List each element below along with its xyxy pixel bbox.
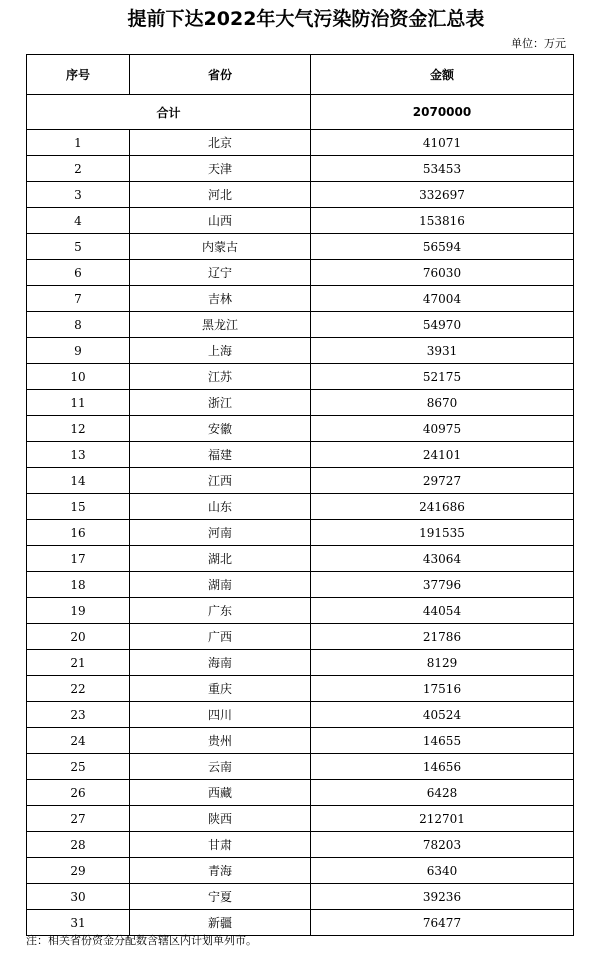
cell-index: 1	[27, 130, 130, 156]
table-row	[27, 312, 574, 338]
cell-province: 安徽	[130, 416, 311, 442]
cell-province: 吉林	[130, 286, 311, 312]
cell-amount: 52175	[311, 364, 574, 390]
cell-index: 12	[27, 416, 130, 442]
table-row	[27, 364, 574, 390]
cell-province: 江苏	[130, 364, 311, 390]
cell-amount: 41071	[311, 130, 574, 156]
cell-province: 福建	[130, 442, 311, 468]
cell-amount: 153816	[311, 208, 574, 234]
table-row	[27, 494, 574, 520]
cell-province: 天津	[130, 156, 311, 182]
cell-amount: 39236	[311, 884, 574, 910]
cell-index: 2	[27, 156, 130, 182]
cell-amount: 76477	[311, 910, 574, 936]
header-row	[27, 55, 574, 95]
cell-index: 8	[27, 312, 130, 338]
table-row	[27, 416, 574, 442]
table-row	[27, 728, 574, 754]
cell-index: 13	[27, 442, 130, 468]
cell-province: 四川	[130, 702, 311, 728]
cell-amount: 212701	[311, 806, 574, 832]
cell-province: 甘肃	[130, 832, 311, 858]
cell-amount: 191535	[311, 520, 574, 546]
cell-amount: 14656	[311, 754, 574, 780]
cell-amount: 6340	[311, 858, 574, 884]
table-row	[27, 780, 574, 806]
cell-amount: 78203	[311, 832, 574, 858]
cell-province: 湖北	[130, 546, 311, 572]
table-row	[27, 468, 574, 494]
unit-label: 单位：万元	[511, 37, 566, 50]
cell-amount: 3931	[311, 338, 574, 364]
cell-province: 辽宁	[130, 260, 311, 286]
cell-province: 西藏	[130, 780, 311, 806]
footnote: 注：相关省份资金分配数含辖区内计划单列市。	[26, 934, 257, 947]
cell-amount: 24101	[311, 442, 574, 468]
total-value: 2070000	[311, 95, 574, 130]
cell-index: 4	[27, 208, 130, 234]
cell-amount: 332697	[311, 182, 574, 208]
table-row	[27, 546, 574, 572]
cell-index: 16	[27, 520, 130, 546]
cell-index: 24	[27, 728, 130, 754]
cell-index: 3	[27, 182, 130, 208]
cell-index: 25	[27, 754, 130, 780]
table-row	[27, 832, 574, 858]
page-title: 提前下达2022年大气污染防治资金汇总表	[127, 8, 485, 30]
cell-province: 陕西	[130, 806, 311, 832]
table-row	[27, 650, 574, 676]
cell-province: 山西	[130, 208, 311, 234]
cell-amount: 14655	[311, 728, 574, 754]
cell-amount: 241686	[311, 494, 574, 520]
cell-index: 22	[27, 676, 130, 702]
table-row	[27, 858, 574, 884]
cell-index: 26	[27, 780, 130, 806]
table-row	[27, 702, 574, 728]
cell-amount: 53453	[311, 156, 574, 182]
table-row	[27, 598, 574, 624]
table-row	[27, 910, 574, 936]
cell-index: 19	[27, 598, 130, 624]
table-row	[27, 624, 574, 650]
cell-index: 29	[27, 858, 130, 884]
cell-index: 10	[27, 364, 130, 390]
cell-index: 21	[27, 650, 130, 676]
table-row	[27, 156, 574, 182]
table-row	[27, 182, 574, 208]
cell-index: 6	[27, 260, 130, 286]
cell-province: 江西	[130, 468, 311, 494]
table-row	[27, 234, 574, 260]
cell-amount: 40975	[311, 416, 574, 442]
cell-index: 11	[27, 390, 130, 416]
table-row	[27, 754, 574, 780]
cell-index: 20	[27, 624, 130, 650]
cell-amount: 6428	[311, 780, 574, 806]
cell-amount: 8670	[311, 390, 574, 416]
table-row	[27, 130, 574, 156]
cell-index: 30	[27, 884, 130, 910]
cell-province: 山东	[130, 494, 311, 520]
cell-province: 青海	[130, 858, 311, 884]
table-row	[27, 520, 574, 546]
cell-province: 北京	[130, 130, 311, 156]
cell-province: 贵州	[130, 728, 311, 754]
cell-province: 海南	[130, 650, 311, 676]
cell-province: 云南	[130, 754, 311, 780]
cell-index: 17	[27, 546, 130, 572]
cell-province: 广东	[130, 598, 311, 624]
cell-amount: 54970	[311, 312, 574, 338]
cell-province: 新疆	[130, 910, 311, 936]
cell-amount: 17516	[311, 676, 574, 702]
cell-index: 9	[27, 338, 130, 364]
table-row	[27, 884, 574, 910]
cell-index: 23	[27, 702, 130, 728]
header-index: 序号	[27, 55, 130, 95]
cell-amount: 44054	[311, 598, 574, 624]
table-row	[27, 338, 574, 364]
table-row	[27, 442, 574, 468]
table-row	[27, 676, 574, 702]
cell-index: 31	[27, 910, 130, 936]
funds-table	[26, 54, 574, 936]
cell-index: 28	[27, 832, 130, 858]
cell-province: 湖南	[130, 572, 311, 598]
cell-province: 广西	[130, 624, 311, 650]
table-row	[27, 390, 574, 416]
cell-amount: 8129	[311, 650, 574, 676]
cell-amount: 21786	[311, 624, 574, 650]
cell-amount: 37796	[311, 572, 574, 598]
cell-index: 14	[27, 468, 130, 494]
cell-province: 河北	[130, 182, 311, 208]
cell-index: 5	[27, 234, 130, 260]
total-row	[27, 95, 574, 130]
table-row	[27, 286, 574, 312]
table-row	[27, 208, 574, 234]
cell-amount: 47004	[311, 286, 574, 312]
header-amount: 金额	[311, 55, 574, 95]
table-row	[27, 260, 574, 286]
cell-amount: 76030	[311, 260, 574, 286]
cell-province: 宁夏	[130, 884, 311, 910]
cell-index: 7	[27, 286, 130, 312]
cell-province: 河南	[130, 520, 311, 546]
cell-amount: 56594	[311, 234, 574, 260]
cell-province: 上海	[130, 338, 311, 364]
cell-province: 黑龙江	[130, 312, 311, 338]
cell-index: 27	[27, 806, 130, 832]
cell-index: 15	[27, 494, 130, 520]
table-row	[27, 806, 574, 832]
cell-index: 18	[27, 572, 130, 598]
cell-province: 内蒙古	[130, 234, 311, 260]
table-row	[27, 572, 574, 598]
total-label: 合计	[27, 95, 311, 130]
cell-amount: 43064	[311, 546, 574, 572]
cell-province: 重庆	[130, 676, 311, 702]
cell-province: 浙江	[130, 390, 311, 416]
header-province: 省份	[130, 55, 311, 95]
cell-amount: 40524	[311, 702, 574, 728]
cell-amount: 29727	[311, 468, 574, 494]
